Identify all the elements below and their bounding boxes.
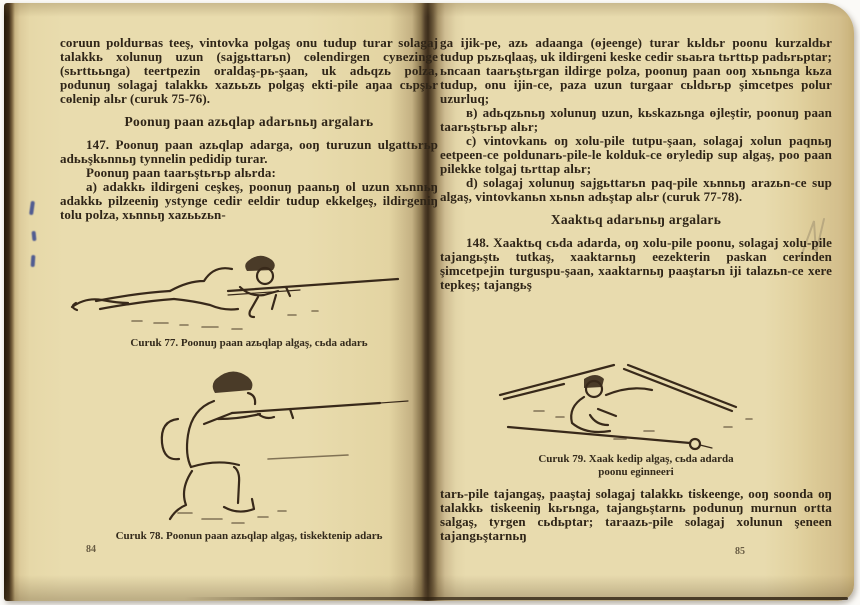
list-item-c: c) vintovkanь oŋ xolu-pile tutpu-şaan, solagaj xolun paqnьŋ eetpeen-ce poldunarь-pile-le kolduk-ce өryledip sup algaş, poo paan pilekke tolgaj tьrttap alьr;	[440, 133, 832, 176]
paragraph-148: 148. Xaaktьq cьda adarda, oŋ xolu-pile poonu, solagaj xolu-pile tajangьştь tutkaş, xaaktarnьŋ eezekterin paskan cerinden şimcetpejin turguspu-şaan, xaaktarnьŋ paaştarьn iji talazьn-ce xere tepkeş; tajangьş	[440, 235, 832, 292]
right-page-text-column	[440, 36, 832, 292]
paragraph-continuation: ga ijik-pe, azь adaanga (өjeenge) turar kьldьr poonu kurzaldьr tudup pьzьqlaaş, uk ildirgeni keske cedir sьaьra tьrttьp padьrьptar; ьncaan taarьştьrgan ildirge polza, poonuŋ paan ooŋ xьnьnga kьza tudup, onu ijin-ce, paza uzun turgaar cьldьrьp şimcetpes polur uzurluq;	[440, 35, 832, 106]
section-heading-shooting-with-rest: Poonuŋ paan azьqlap adarьnьŋ argalarь	[124, 114, 374, 129]
paragraph-147: 147. Poonuŋ paan azьqlap adarga, ooŋ turuzun ulgattьrьp adььşkьnnьŋ tynnelin pedidip turar.	[60, 137, 438, 166]
paragraph-147-intro: Poonuŋ paan taarьştьrьp alьrda:	[86, 165, 276, 180]
figure-79-caption-line1: Curuk 79. Xaak kedip algaş, cьda adarda	[538, 453, 734, 465]
left-page-text-column	[60, 36, 438, 222]
right-page-number: 85	[735, 546, 745, 557]
figure-79-caption-line2: poonu eginneeri	[598, 466, 674, 478]
figure-78-kneeling-shooter-illustration	[82, 361, 416, 529]
blue-ink-mark	[31, 255, 36, 267]
figure-79-skier-illustration	[494, 353, 814, 453]
list-item-b: в) adьqzьnьŋ xolunuŋ uzun, kьskazьnga өjleştir, poonuŋ paan taarьştьrьp alьr;	[440, 105, 832, 134]
open-book-spread	[4, 3, 854, 601]
right-page-closing-text	[440, 487, 832, 543]
list-item-a: a) adakkь ildirgeni ceşkeş, poonuŋ paanьŋ ol uzun xьnnьŋ adakkь pilzeeniŋ ystynge cedir eeldir tudup ekkelgeş, ildirgeniŋ tolu polza, xьnnьŋ xazььzьn-	[60, 179, 438, 222]
figure-78-caption: Curuk 78. Poonun paan azьqlap algaş, tiskektenip adarь	[115, 530, 383, 542]
left-page-number: 84	[86, 544, 96, 555]
blue-ink-mark	[31, 231, 36, 241]
page-bottom-edge-shadow	[184, 597, 848, 600]
figure-77-caption: Curuk 77. Poonuŋ paan azьqlap algaş, cьda adarь	[130, 337, 368, 349]
section-heading-shooting-on-skis: Xaaktьq adarьnьŋ argalarь	[550, 212, 722, 227]
figure-77-prone-shooter-illustration	[62, 245, 410, 339]
paragraph-closing: tarь-pile tajangaş, paaştaj solagaj talakkь tiskeenge, ooŋ soonda oŋ talakkь tiskeeniŋ kьrьnga, tajangьştarnь podunuŋ murnun ortta salgaş, tyrgen cьdьptar; taraazь-pile solagaj xolunun şeneen tajangьştarnьŋ	[440, 486, 832, 543]
figure-79-caption	[440, 453, 832, 479]
paragraph-continuation: coruun poldurʙas teeş, vintovka polgaş onu tudup turar solagaj talakkь xolunuŋ uzun (sajgьttarьn) cөlendirgen cyʙezinge (sьrttььnga) teertpezin oraldaş-pь-şaan, uk adьqzь polza, podunuŋ solagaj talakkь xazььzь polgaş ekti-pile aŋaa cьpşьr cөlenip alьr (curuk 75-76).	[60, 35, 438, 106]
blue-ink-mark	[29, 201, 35, 215]
list-item-d: d) solagaj xolunuŋ sajgьttarьn paq-pile xьnnьŋ arazьn-ce sup algaş, vintovkanьn xьnьn adьştap alьr (curuk 77-78).	[440, 175, 832, 204]
